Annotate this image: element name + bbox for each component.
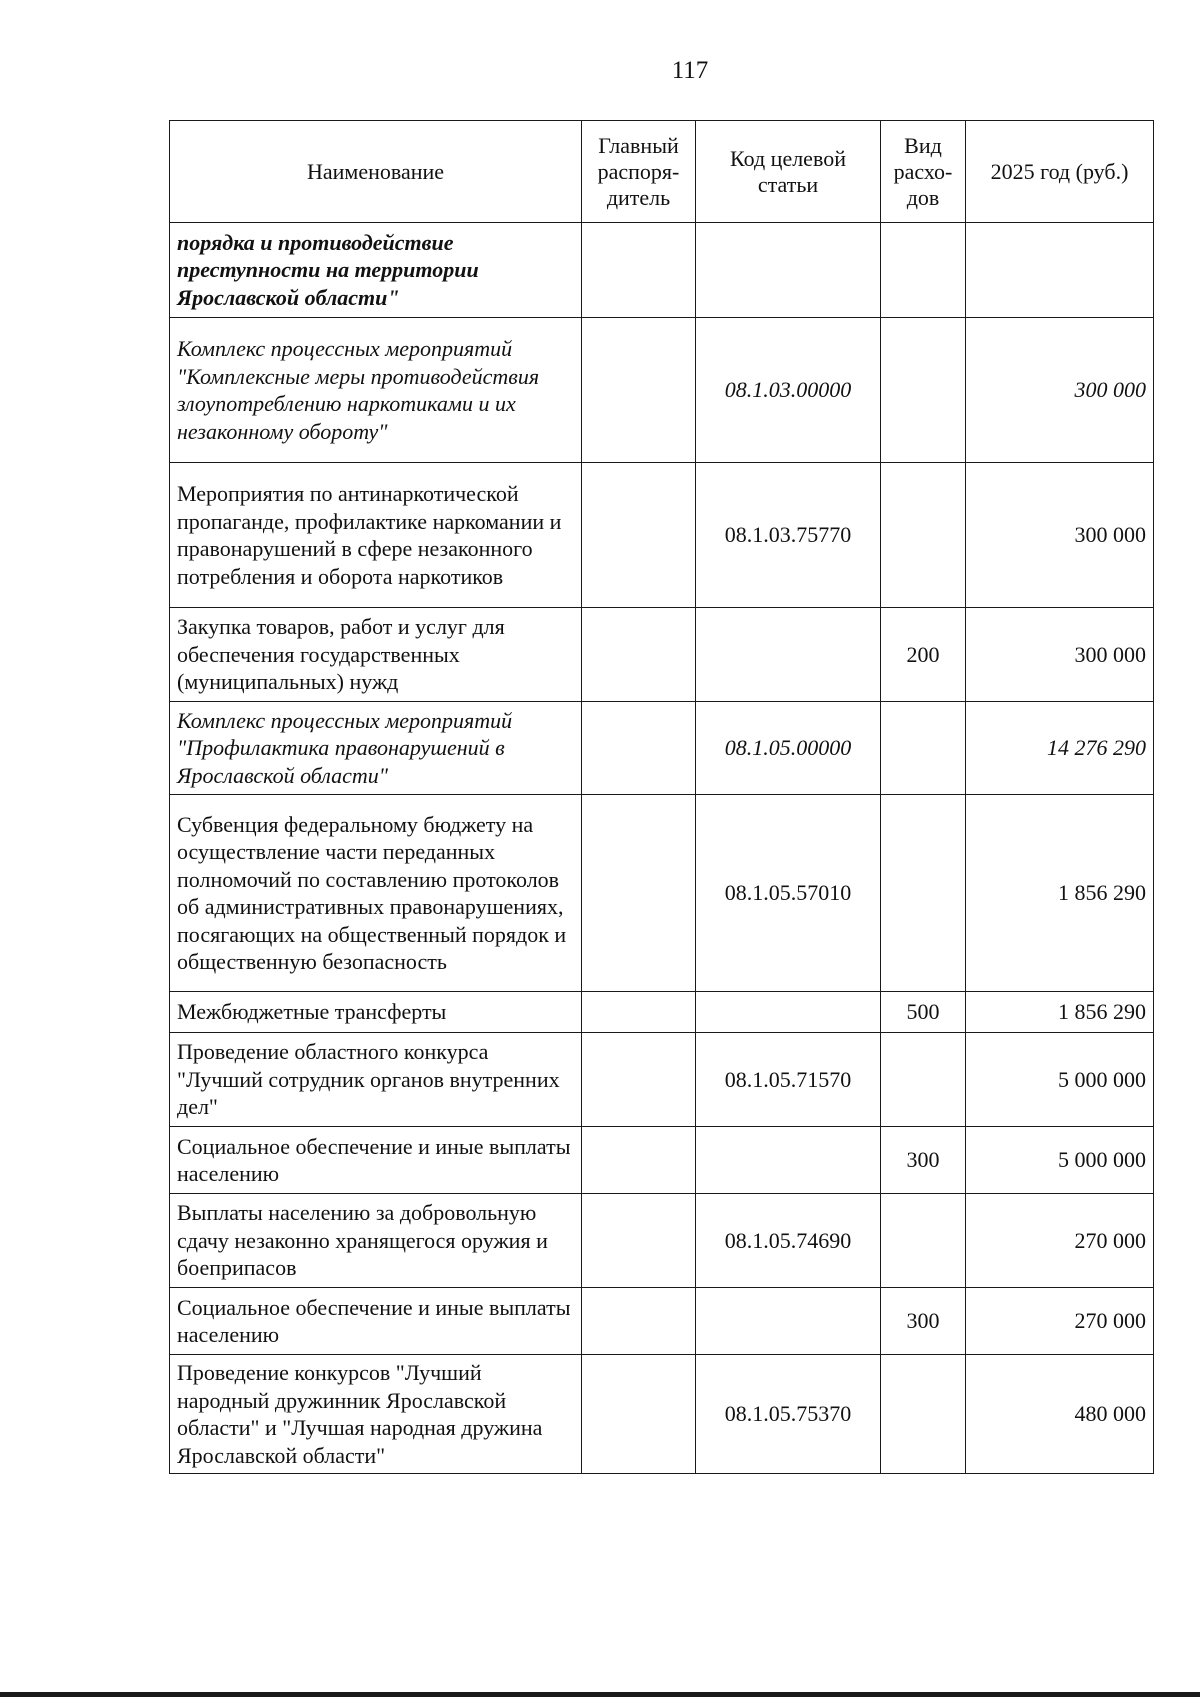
row-name-cell: Проведение конкурсов "Лучший народный дружинник Ярославской области" и "Лучшая народная дружина Ярославской области" [170,1355,582,1474]
row-code-cell: 08.1.05.75370 [696,1355,881,1474]
row-amount-cell: 270 000 [966,1288,1154,1355]
row-name-cell: порядка и противодействие преступности на территории Ярославской области" [170,223,582,318]
table-row [170,1355,1154,1474]
row-code-cell: 08.1.05.71570 [696,1033,881,1127]
row-kind-cell [881,318,966,463]
row-manager-cell [582,702,696,795]
table-body [170,223,1154,1474]
row-manager-cell [582,1194,696,1288]
row-manager-cell [582,223,696,318]
table-row [170,1033,1154,1127]
table-row [170,1127,1154,1194]
row-name-cell: Закупка товаров, работ и услуг для обеспечения государственных (муниципальных) нужд [170,608,582,702]
row-manager-cell [582,318,696,463]
row-kind-cell [881,1194,966,1288]
row-amount-cell: 5 000 000 [966,1127,1154,1194]
row-code-cell [696,992,881,1033]
row-amount-cell: 1 856 290 [966,992,1154,1033]
row-manager-cell [582,1288,696,1355]
budget-table [169,120,1154,1474]
row-amount-cell: 300 000 [966,608,1154,702]
row-amount-cell: 300 000 [966,463,1154,608]
row-code-cell: 08.1.05.74690 [696,1194,881,1288]
row-kind-cell [881,795,966,992]
row-name-cell: Социальное обеспечение и иные выплаты населению [170,1288,582,1355]
row-name-cell: Субвенция федеральному бюджету на осуществление части переданных полномочий по составлению протоколов об административных правонарушениях, посягающих на общественный порядок и общественную безопасность [170,795,582,992]
table-row [170,463,1154,608]
page-number: 117 [671,57,709,84]
table-row [170,1288,1154,1355]
row-code-cell: 08.1.03.00000 [696,318,881,463]
row-kind-cell [881,1355,966,1474]
row-code-cell: 08.1.05.00000 [696,702,881,795]
row-amount-cell: 1 856 290 [966,795,1154,992]
row-manager-cell [582,795,696,992]
table-header-row [170,121,1154,223]
row-name-cell: Проведение областного конкурса "Лучший сотрудник органов внутренних дел" [170,1033,582,1127]
row-name-cell: Межбюджетные трансферты [170,992,582,1033]
header-manager: Главный распоря-дитель [582,121,696,223]
row-kind-cell [881,702,966,795]
table-row [170,318,1154,463]
row-name-cell: Мероприятия по антинаркотической пропаганде, профилактике наркомании и правонарушений в сфере незаконного потребления и оборота наркотиков [170,463,582,608]
table-row [170,608,1154,702]
row-name-cell: Комплекс процессных мероприятий "Профилактика правонарушений в Ярославской области" [170,702,582,795]
row-code-cell: 08.1.03.75770 [696,463,881,608]
row-amount-cell: 5 000 000 [966,1033,1154,1127]
row-manager-cell [582,1355,696,1474]
row-kind-cell [881,463,966,608]
row-code-cell: 08.1.05.57010 [696,795,881,992]
row-code-cell [696,608,881,702]
row-amount-cell: 14 276 290 [966,702,1154,795]
row-kind-cell: 500 [881,992,966,1033]
header-amount: 2025 год (руб.) [966,121,1154,223]
row-manager-cell [582,992,696,1033]
row-amount-cell: 270 000 [966,1194,1154,1288]
row-code-cell [696,1288,881,1355]
row-code-cell [696,1127,881,1194]
table-row [170,1194,1154,1288]
row-manager-cell [582,463,696,608]
row-kind-cell: 300 [881,1127,966,1194]
row-amount-cell [966,223,1154,318]
row-name-cell: Социальное обеспечение и иные выплаты населению [170,1127,582,1194]
header-kind: Вид расхо-дов [881,121,966,223]
row-amount-cell: 300 000 [966,318,1154,463]
row-manager-cell [582,1127,696,1194]
row-manager-cell [582,608,696,702]
row-name-cell: Выплаты населению за добровольную сдачу незаконно хранящегося оружия и боеприпасов [170,1194,582,1288]
row-kind-cell: 200 [881,608,966,702]
header-name: Наименование [170,121,582,223]
header-code: Код целевой статьи [696,121,881,223]
bottom-rule [0,1692,1200,1697]
row-kind-cell [881,1033,966,1127]
table-row [170,795,1154,992]
row-kind-cell [881,223,966,318]
table-row [170,223,1154,318]
row-amount-cell: 480 000 [966,1355,1154,1474]
row-manager-cell [582,1033,696,1127]
row-kind-cell: 300 [881,1288,966,1355]
row-name-cell: Комплекс процессных мероприятий "Комплексные меры противодействия злоупотреблению наркотиками и их незаконному обороту" [170,318,582,463]
row-code-cell [696,223,881,318]
table-row [170,702,1154,795]
table-row [170,992,1154,1033]
